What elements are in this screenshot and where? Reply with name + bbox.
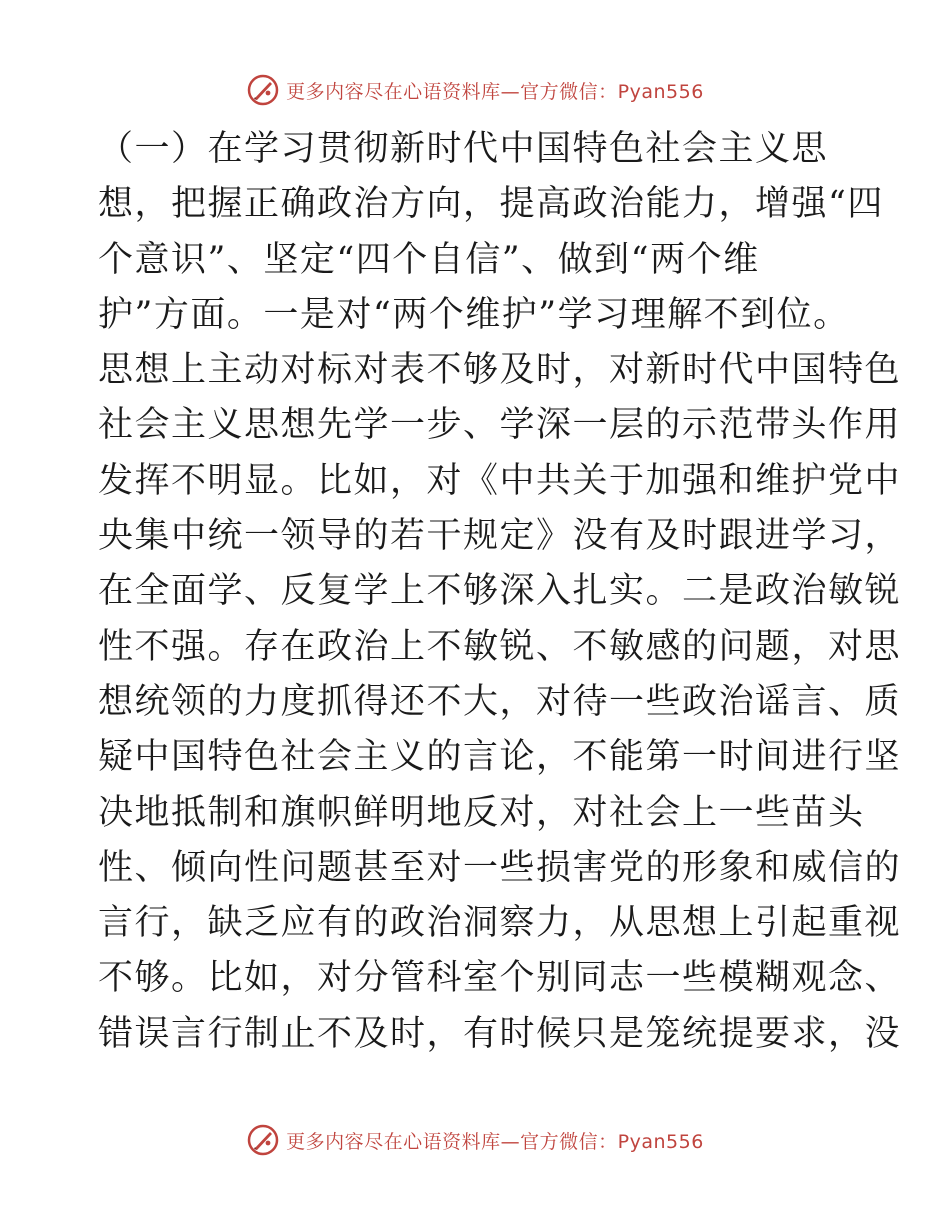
body-text-line: 发挥不明显。比如，对《中共关于加强和维护党中: [98, 460, 902, 501]
body-text-line: 不够。比如，对分管科室个别同志一些模糊观念、: [98, 958, 902, 999]
body-text-line: 决地抵制和旗帜鲜明地反对，对社会上一些苗头: [98, 792, 865, 833]
body-text-line: 性不强。存在政治上不敏锐、不敏感的问题，对思: [98, 626, 902, 667]
body-text-line: 思想上主动对标对表不够及时，对新时代中国特色: [98, 350, 902, 391]
body-text-line: 性、倾向性问题甚至对一些损害党的形象和威信的: [98, 847, 902, 888]
body-text-line: 疑中国特色社会主义的言论，不能第一时间进行坚: [98, 737, 902, 778]
body-text-line: 想，把握正确政治方向，提高政治能力，增强“四: [98, 184, 884, 225]
footer-watermark: [0, 1120, 950, 1160]
header-watermark: [0, 70, 950, 110]
body-text-line: （一）在学习贯彻新时代中国特色社会主义思: [98, 129, 829, 169]
document-body: [98, 122, 902, 1062]
quill-logo-icon: [246, 1123, 280, 1157]
body-text-line: 护”方面。一是对“两个维护”学习理解不到位。: [98, 294, 850, 335]
footer-watermark-text: 更多内容尽在心语资料库—官方微信：Pyan556: [286, 1130, 704, 1153]
body-text-line: 错误言行制止不及时，有时候只是笼统提要求，没: [98, 1013, 902, 1054]
header-watermark-text: 更多内容尽在心语资料库—官方微信：Pyan556: [286, 80, 704, 103]
body-text-line: 个意识”、坚定“四个自信”、做到“两个维: [98, 239, 760, 280]
body-text-line: 在全面学、反复学上不够深入扎实。二是政治敏锐: [98, 571, 902, 612]
body-text-line: 想统领的力度抓得还不大，对待一些政治谣言、质: [98, 681, 902, 722]
quill-logo-icon: [246, 73, 280, 107]
body-text-line: 言行，缺乏应有的政治洞察力，从思想上引起重视: [98, 903, 902, 944]
body-text-line: 社会主义思想先学一步、学深一层的示范带头作用: [98, 405, 902, 446]
body-text-line: 央集中统一领导的若干规定》没有及时跟进学习，: [98, 516, 902, 557]
